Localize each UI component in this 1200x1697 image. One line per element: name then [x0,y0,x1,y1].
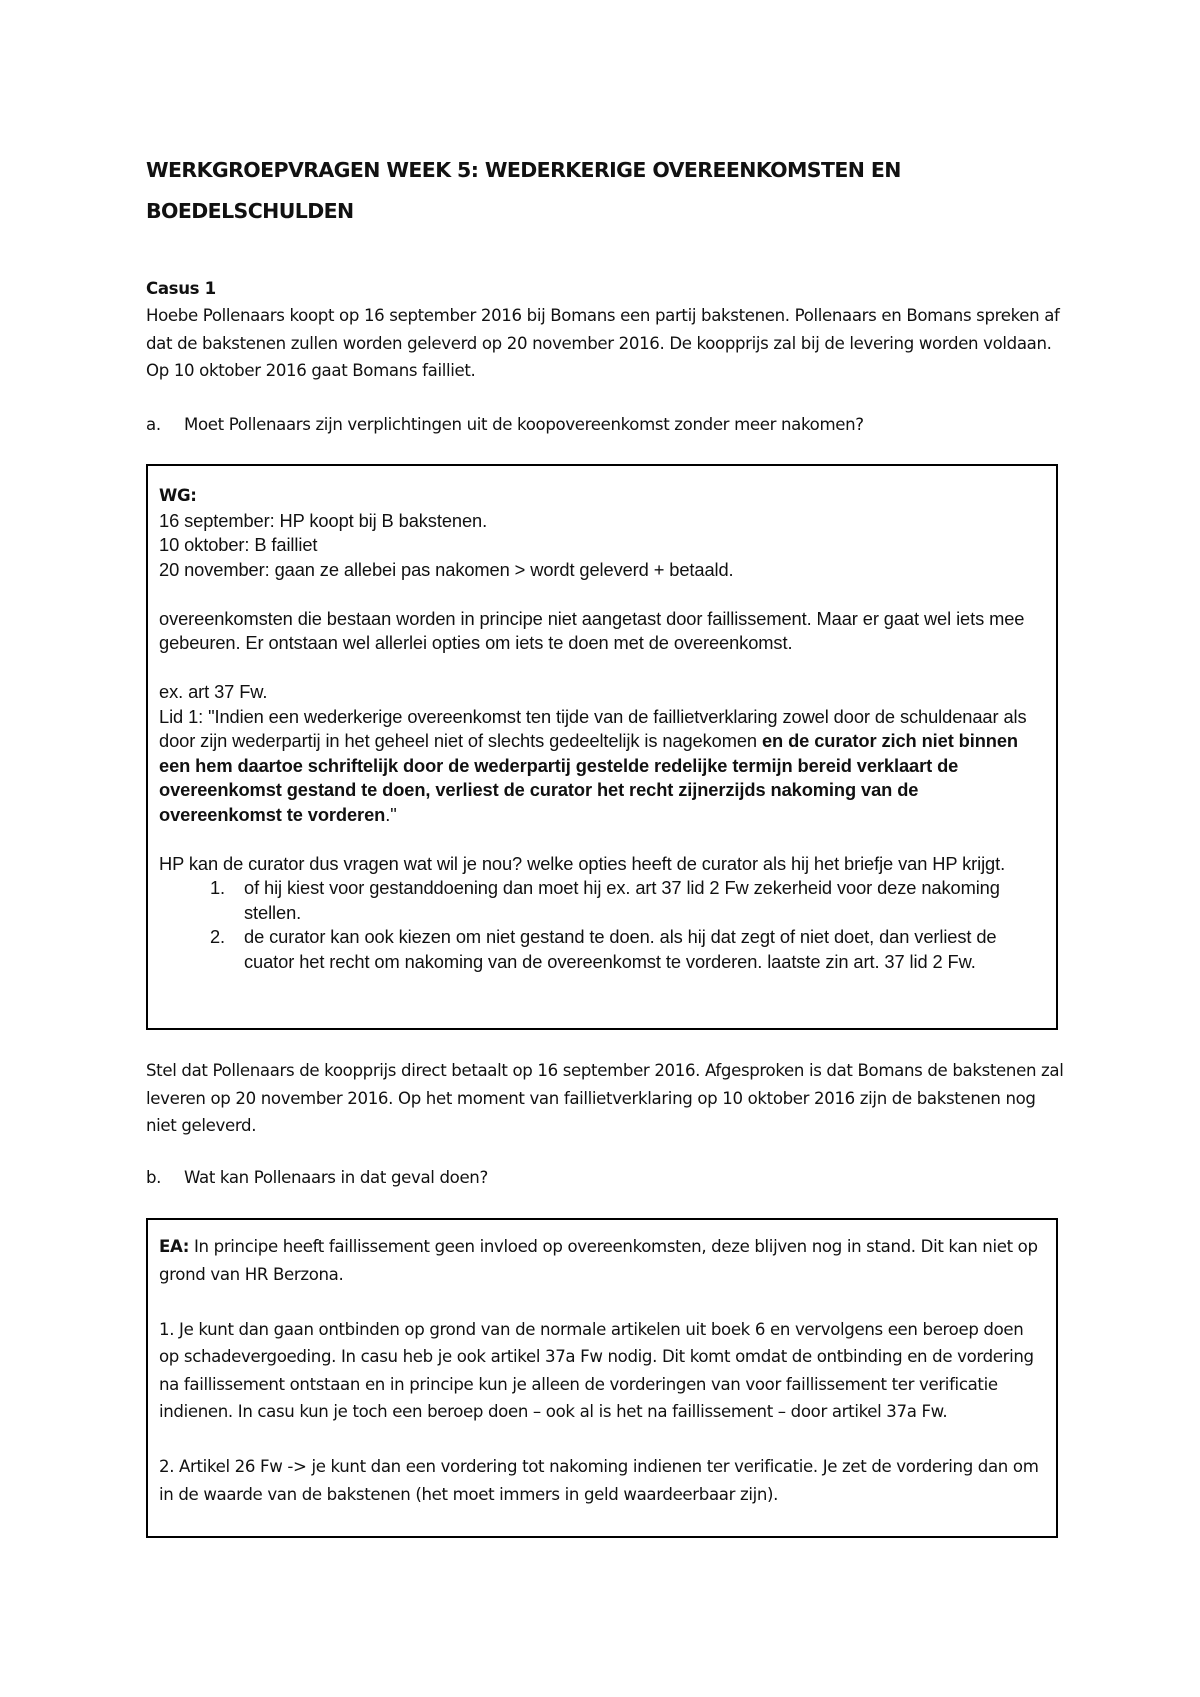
wg-option-2: 2. de curator kan ook kiezen om niet gestand te doen. als hij dat zegt of niet doet, dan verliest de cuator het recht om nakoming van de overeenkomst te vorderen. laatste zin art. 37 lid 2 Fw. [230,925,1045,974]
stel-text: Stel dat Pollenaars de koopprijs direct betaalt op 16 september 2016. Afgesproken is dat Bomans de bakstenen zal leveren op 20 november 2016. Op het moment van faillietverklaring op 10 oktober 2016 zijn de bakstenen nog niet geleverd. [146,1061,1064,1135]
casus-heading: Casus 1 [146,279,216,298]
wg-hp-paragraph: HP kan de curator dus vragen wat wil je nou? welke opties heeft de curator als hij het briefje van HP krijgt. [159,852,1006,874]
ea-intro-text: In principe heeft faillissement geen invloed op overeenkomsten, deze blijven nog in stand. Dit kan niet op grond van HR Berzona. [159,1237,1038,1284]
wg-answer-box [146,464,1058,1030]
wg-ex-line: ex. art 37 Fw. [159,681,268,702]
question-b [146,1164,488,1192]
wg-option-1: 1. of hij kiest voor gestanddoening dan moet hij ex. art 37 lid 2 Fw zekerheid voor deze nakoming stellen. [230,876,1045,925]
document-title: WERKGROEPVRAGEN WEEK 5: WEDERKERIGE OVEREENKOMSTEN EN BOEDELSCHULDEN [146,158,901,223]
wg-lid-1-bold: en de curator zich niet binnen een hem daartoe schriftelijk door de wederpartij gestelde redelijke termijn bereid verklaart de overeenkomst gestand te doen, verliest de curator het recht zijnerzijds nakoming van de overeenkomst te vorderen [159,730,1018,825]
question-b-text: Wat kan Pollenaars in dat geval doen? [184,1168,488,1187]
wg-timeline-3: 20 november: gaan ze allebei pas nakomen > wordt geleverd + betaald. [159,558,734,580]
wg-lid-1-normal: Lid 1: "Indien een wederkerige overeenkomst ten tijde van de faillietverklaring zowel door de schuldenaar als door zijn wederpartij in het geheel niet of slechts gedeeltelijk is nagekomen [159,705,1027,751]
question-a-letter: a. [146,415,161,434]
wg-lid-1 [159,705,1045,828]
casus-text: Hoebe Pollenaars koopt op 16 september 2016 bij Bomans een partij bakstenen. Pollenaars en Bomans spreken af dat de bakstenen zullen worden geleverd op 20 november 2016. De koopprijs zal bij de levering worden voldaan. Op 10 oktober 2016 gaat Bomans failliet. [146,306,1060,380]
wg-label: WG: [159,486,197,505]
ea-intro [159,1233,1045,1288]
wg-timeline-1: 16 september: HP koopt bij B bakstenen. [159,509,488,531]
ea-answer-box [146,1218,1058,1538]
question-a-text: Moet Pollenaars zijn verplichtingen uit de koopovereenkomst zonder meer nakomen? [184,415,864,434]
question-a [146,411,864,439]
wg-timeline-2: 10 oktober: B failliet [159,534,318,555]
ea-label: EA: [159,1237,190,1256]
wg-options-list [159,876,1045,974]
ea-point-2: 2. Artikel 26 Fw -> je kunt dan een vordering tot nakoming indienen ter verificatie. Je zet de vordering dan om in de waarde van de bakstenen (het moet immers in geld waardeerbaar zijn). [159,1457,1039,1504]
wg-paragraph-1: overeenkomsten die bestaan worden in principe niet aangetast door faillissement. Maar er gaat wel iets mee gebeuren. Er ontstaan wel allerlei opties om iets te doen met de overeenkomst. [159,607,1025,653]
ea-point-1: 1. Je kunt dan gaan ontbinden op grond van de normale artikelen uit boek 6 en vervolgens een beroep doen op schadevergoeding. In casu heb je ook artikel 37a Fw nodig. Dit komt omdat de ontbinding en de vordering na faillissement ontstaan en in principe kun je alleen de vorderingen van voor faillissement ter verificatie indienen. In casu kun je toch een beroep doen – ook al is het na faillissement – door artikel 37a Fw. [159,1319,1034,1421]
wg-lid-1-end: ." [385,803,397,825]
question-b-letter: b. [146,1168,162,1187]
